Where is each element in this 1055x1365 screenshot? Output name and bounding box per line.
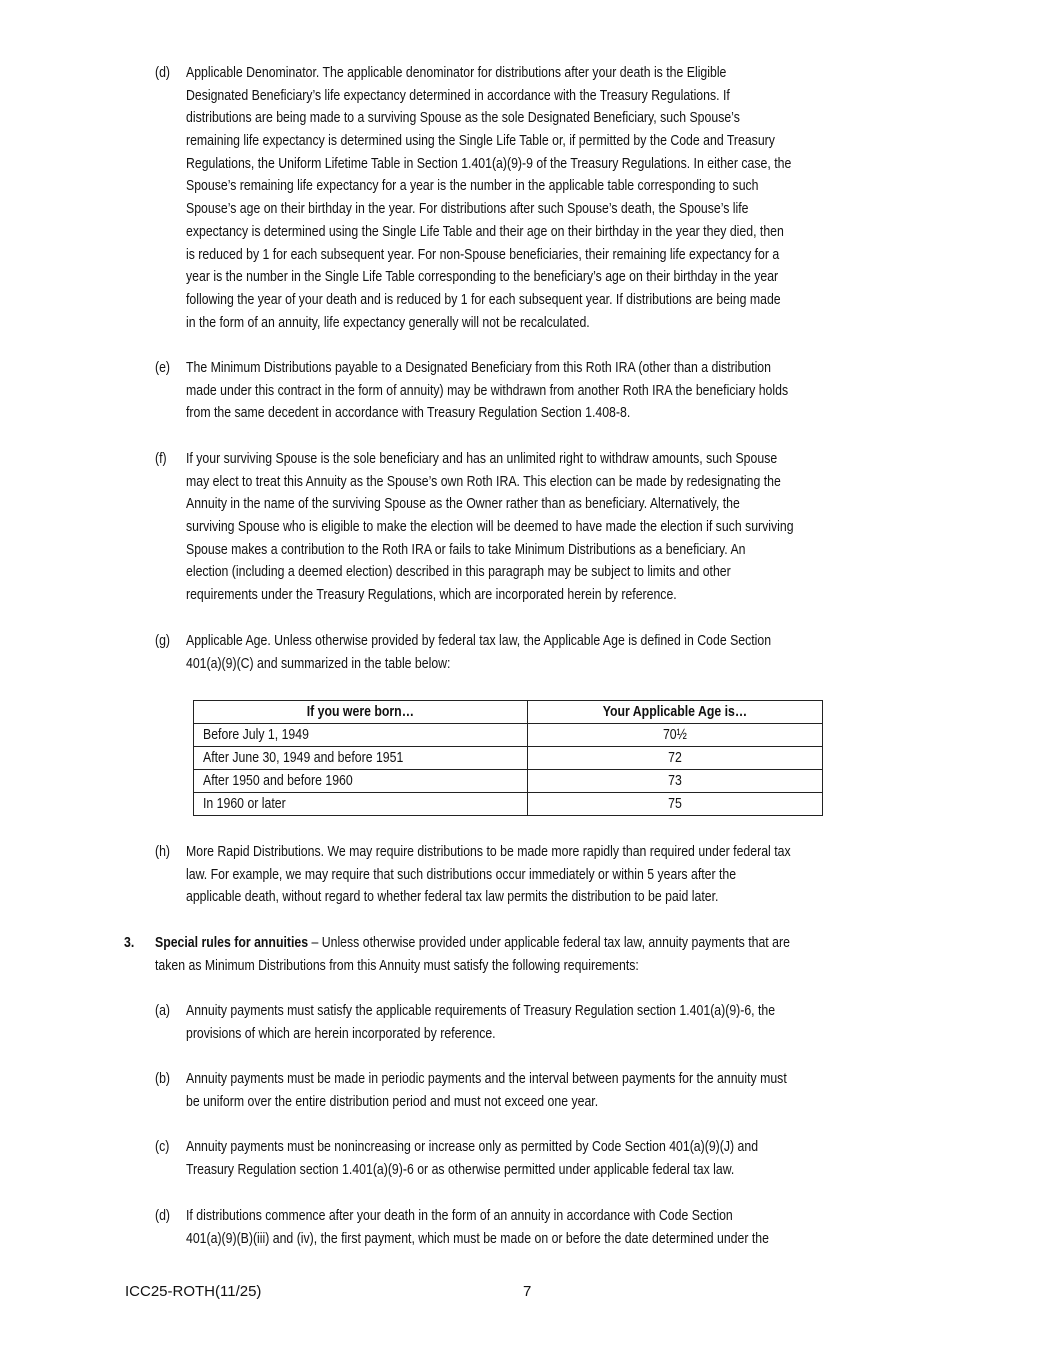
text-line: may elect to treat this Annuity as the Spouse’s own Roth IRA. This election can be made by redesignating the: [186, 473, 781, 490]
text-line: provisions of which are herein incorporated by reference.: [186, 1025, 496, 1042]
table-header-cell: If you were born…: [194, 701, 528, 724]
text-line: in the form of an annuity, life expectancy generally will not be recalculated.: [186, 314, 590, 331]
paragraph-label: (f): [155, 451, 167, 467]
text-line: law. For example, we may require that such distributions occur immediately or within 5 years after the: [186, 866, 737, 883]
text-line: Designated Beneficiary’s life expectancy determined in accordance with the Treasury Regulations. If: [186, 87, 730, 104]
text-line: Spouse’s remaining life expectancy for a year is the number in the applicable table corresponding to such: [186, 178, 759, 195]
section-heading: Special rules for annuities: [155, 935, 309, 951]
table-row: [194, 747, 823, 770]
paragraph-text: [186, 448, 794, 607]
text-line: surviving Spouse who is eligible to make the election will be deemed to have made the election if such surviving: [186, 519, 794, 536]
table-row: [194, 793, 823, 816]
paragraph-text: [186, 357, 788, 425]
text-line: Spouse makes a contribution to the Roth IRA or fails to take Minimum Distributions as a beneficiary. An: [186, 541, 746, 558]
table-cell: After 1950 and before 1960: [194, 770, 528, 793]
paragraph-text: [186, 1000, 775, 1045]
table-row: [194, 724, 823, 747]
paragraph-label: (d): [155, 1208, 171, 1224]
text-line: If distributions commence after your death in the form of an annuity in accordance with Code Section: [186, 1208, 733, 1224]
form-identifier: ICC25-ROTH(11/25): [125, 1283, 262, 1300]
paragraph-text: [186, 841, 791, 909]
text-line: Annuity payments must satisfy the applicable requirements of Treasury Regulation section 1.401(a)(9)-6, the: [186, 1003, 776, 1019]
table-header-row: [194, 701, 823, 724]
table-row: [194, 770, 823, 793]
text-line: Applicable Denominator. The applicable denominator for distributions after your death is the Eligible: [186, 65, 727, 81]
text-line: The Minimum Distributions payable to a Designated Beneficiary from this Roth IRA (other than a distribution: [186, 360, 772, 376]
table-cell: 72: [527, 747, 822, 770]
paragraph-text: [186, 1205, 769, 1250]
paragraph-label: (a): [155, 1003, 171, 1019]
table-header-cell: Your Applicable Age is…: [527, 701, 822, 724]
paragraph-text: [186, 1136, 758, 1181]
table-cell: After June 30, 1949 and before 1951: [194, 747, 528, 770]
paragraph-label: (e): [155, 360, 171, 376]
text-line: Treasury Regulation section 1.401(a)(9)-6 or as otherwise permitted under applicable federal tax law.: [186, 1161, 735, 1178]
text-line: [155, 932, 790, 955]
text-line: distributions are being made to a surviving Spouse as the sole Designated Beneficiary, such Spouse’s: [186, 110, 740, 127]
paragraph-label: (b): [155, 1071, 171, 1087]
text-line: Regulations, the Uniform Lifetime Table in Section 1.401(a)(9)-9 of the Treasury Regulations. In either case, the: [186, 155, 792, 172]
paragraph-label: (d): [155, 65, 171, 81]
text-line: Annuity payments must be made in periodic payments and the interval between payments for the annuity must: [186, 1071, 787, 1087]
paragraph-label: (c): [155, 1139, 170, 1155]
text-line: Applicable Age. Unless otherwise provided by federal tax law, the Applicable Age is defined in Code Section: [186, 633, 772, 649]
text-line: is reduced by 1 for each subsequent year. For non-Spouse beneficiaries, their remaining life expectancy for a: [186, 246, 780, 263]
paragraph-text: [186, 630, 771, 675]
text-line: be uniform over the entire distribution period and must not exceed one year.: [186, 1093, 599, 1110]
table-cell: 70½: [527, 724, 822, 747]
table-cell: 73: [527, 770, 822, 793]
paragraph-text: [186, 1068, 787, 1113]
text-line: made under this contract in the form of annuity) may be withdrawn from another Roth IRA the beneficiary holds: [186, 382, 789, 399]
text-line: following the year of your death and is reduced by 1 for each subsequent year. If distributions are being made: [186, 291, 781, 308]
text-line: applicable death, without regard to whether federal tax law permits the distribution to be paid later.: [186, 889, 719, 906]
paragraph-label: (h): [155, 844, 171, 860]
text-line: Annuity in the name of the surviving Spouse as the Owner rather than as beneficiary. Alternatively, the: [186, 496, 740, 513]
text-line: If your surviving Spouse is the sole beneficiary and has an unlimited right to withdraw amounts, such Spouse: [186, 451, 778, 467]
section-intro: [155, 932, 790, 977]
paragraph-text: [186, 62, 791, 334]
text-line: election (including a deemed election) described in this paragraph may be subject to limits and other: [186, 564, 731, 581]
text-line: from the same decedent in accordance with Treasury Regulation Section 1.408-8.: [186, 405, 631, 422]
text-line: More Rapid Distributions. We may require distributions to be made more rapidly than required under federal tax: [186, 844, 791, 860]
text-line: remaining life expectancy is determined using the Single Life Table or, if permitted by the Code and Treasury: [186, 133, 775, 150]
applicable-age-table: [193, 700, 823, 816]
text-line: expectancy is determined using the Single Life Table and their age on their birthday in the year they died, then: [186, 223, 784, 240]
text-line: Annuity payments must be nonincreasing or increase only as permitted by Code Section 401(a)(9)(J) and: [186, 1139, 759, 1155]
table-cell: 75: [527, 793, 822, 816]
section-number: 3.: [124, 935, 135, 951]
table-cell: Before July 1, 1949: [194, 724, 528, 747]
page-number: 7: [523, 1283, 532, 1300]
text-line: year is the number in the Single Life Table corresponding to the beneficiary’s age on their birthday in the year: [186, 269, 779, 286]
table-cell: In 1960 or later: [194, 793, 528, 816]
text-line: 401(a)(9)(C) and summarized in the table below:: [186, 655, 451, 672]
section-intro-text: – Unless otherwise provided under applicable federal tax law, annuity payments that are: [308, 935, 790, 951]
text-line: Spouse’s age on their birthday in the year. For distributions after such Spouse’s death, the Spouse’s life: [186, 201, 749, 218]
text-line: taken as Minimum Distributions from this Annuity must satisfy the following requirements:: [155, 957, 639, 974]
text-line: requirements under the Treasury Regulations, which are incorporated herein by reference.: [186, 587, 677, 604]
text-line: 401(a)(9)(B)(iii) and (iv), the first payment, which must be made on or before the date determined under the: [186, 1230, 769, 1247]
paragraph-label: (g): [155, 633, 171, 649]
